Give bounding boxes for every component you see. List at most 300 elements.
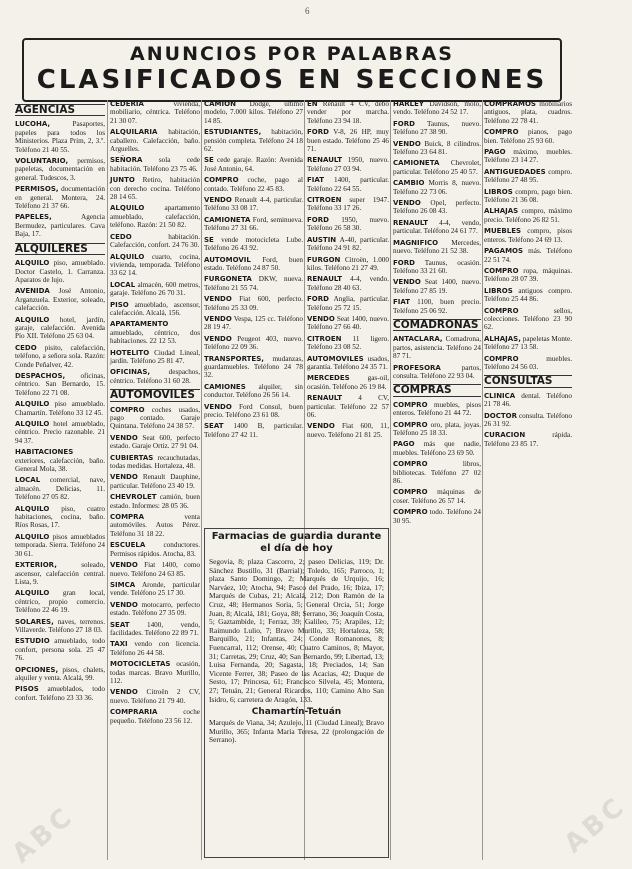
ad-text: exteriores, calefacción, baño. General Mola, 38.: [15, 456, 105, 474]
ad-text: pisito, calefacción, teléfono, a señora sola. Razón: Conde Peñalver, 42.: [15, 343, 105, 369]
pharmacy-box: [204, 528, 389, 858]
ad-lead-word: VENDO: [204, 295, 232, 304]
ad-lead-word: HABITACIONES: [15, 448, 74, 457]
classified-ad: [110, 454, 200, 471]
ad-text: piso, cuatro habitaciones, cocina, baño. Ríos Rosas, 17.: [15, 504, 105, 530]
classified-ad: [110, 640, 200, 657]
ad-lead-word: SIMCA: [110, 580, 136, 589]
ad-text: vivienda, mobiliario, céntrica. Teléfono 21 30 07.: [110, 100, 200, 125]
ad-lead-word: CAMIONETA: [204, 215, 251, 224]
header-title-bottom: CLASIFICADOS EN SECCIONES: [36, 65, 548, 95]
ad-lead-word: FIAT: [307, 176, 325, 185]
column-divider: [201, 100, 202, 860]
ads-column-3: [204, 100, 303, 525]
ad-lead-word: VENDO: [204, 314, 232, 323]
ad-text: dental. Teléfono 21 78 46.: [484, 391, 572, 409]
classified-ad: [15, 259, 105, 284]
ads-column-4: [307, 100, 389, 525]
classified-ad: [393, 140, 481, 157]
ad-text: consulta. Teléfono 26 31 92.: [484, 411, 572, 428]
classified-ad: [110, 621, 200, 638]
ad-text: Ford, buen estado. Teléfono 24 87 50.: [204, 255, 303, 272]
classified-ad: [393, 335, 481, 360]
ad-text: amueblado, todo confort, persona sola. 25 47 76.: [15, 637, 105, 663]
ad-lead-word: VENDO: [204, 196, 232, 205]
classified-ad: [484, 148, 572, 165]
ad-text: alquiler, sin conductor. Teléfono 26 56 14.: [204, 382, 303, 400]
ad-lead-word: CEDERIA: [110, 100, 144, 108]
ad-lead-word: LUCOHA,: [15, 120, 51, 129]
ad-text: rápida. Teléfono 23 85 17.: [484, 431, 572, 448]
classified-ad: [110, 233, 200, 250]
ad-lead-word: COMPRO: [393, 488, 428, 497]
ad-lead-word: VENDO: [307, 422, 335, 431]
ad-text: Buick, 8 cilindros. Teléfono 23 64 81.: [393, 139, 481, 157]
ad-lead-word: CAMIONETA: [393, 159, 440, 168]
classified-ad: [110, 434, 200, 451]
ad-lead-word: ANTIGUEDADES: [484, 167, 546, 176]
ad-text: sola cede habitación. Teléfono 23 75 46.: [110, 156, 200, 173]
header-title-top: ANUNCIOS POR PALABRAS: [130, 43, 454, 65]
classified-ad: [204, 216, 303, 233]
ad-lead-word: OPCIONES,: [15, 665, 59, 674]
ad-text: conductores. Permisos rápidos. Atocha, 83.: [110, 541, 200, 558]
classified-ad: [15, 344, 105, 369]
ad-text: Ford Consul, buen precio. Teléfono 23 61 08.: [204, 402, 303, 419]
ad-text: 1400, vendo, facilidades. Teléfono 22 89 71.: [110, 620, 200, 637]
classified-ad: [484, 431, 572, 448]
classified-ad: [484, 335, 572, 352]
ad-lead-word: SEAT: [204, 422, 224, 431]
ad-text: usados, garantía. Teléfono 24 35 71.: [307, 354, 389, 371]
section-heading: COMPRAS: [393, 384, 481, 396]
ad-lead-word: LIBROS: [484, 187, 513, 196]
ad-lead-word: VENDO: [110, 473, 138, 482]
classified-ad: [393, 199, 481, 216]
ad-text: 4-4, vendo, particular. Teléfono 24 61 77.: [393, 218, 481, 236]
ad-text: permisos, papeletas, documentación en general. Tudescos, 3.: [15, 157, 105, 182]
ad-text: habitación, pensión completa. Teléfono 24 18 62.: [204, 128, 303, 154]
ad-lead-word: PERMISOS,: [15, 185, 59, 194]
classified-ad: [15, 185, 105, 210]
classified-ad: [307, 176, 389, 193]
classified-ad: [110, 601, 200, 618]
ad-lead-word: VENDO: [110, 561, 138, 570]
classified-ad: [307, 236, 389, 253]
ad-text: compro, pisos enteros. Teléfono 24 69 13.: [484, 227, 572, 244]
ad-text: coche pequeño. Teléfono 23 56 12.: [110, 708, 200, 725]
ad-lead-word: PISOS: [15, 685, 39, 694]
classified-ad: [393, 219, 481, 236]
classified-ad: [15, 561, 105, 586]
classified-ad: [110, 301, 200, 318]
ad-lead-word: VENDO: [307, 314, 335, 323]
classified-ad: [307, 156, 389, 173]
classified-ad: [110, 100, 200, 125]
ad-text: piso, amueblado. Doctor Castelo, 1. Carranza. Aparatos de lujo.: [15, 259, 105, 284]
classified-ad: [307, 374, 389, 391]
ad-text: 1950, nuevo. Teléfono 26 58 30.: [307, 215, 389, 233]
ad-lead-word: PAPELES,: [15, 213, 52, 222]
ad-text: Fiat 600, perfecto. Teléfono 25 33 09.: [204, 295, 303, 312]
ad-text: partos, consulta. Teléfono 22 93 04.: [393, 363, 481, 380]
ad-text: Renault 4 CV, debo vender por marcha. Teléfono 23 94 18.: [307, 100, 389, 125]
classified-ad: [393, 100, 481, 117]
classified-ad: [484, 287, 572, 304]
classified-ad: [110, 406, 200, 431]
ad-lead-word: COMPRARIA: [110, 708, 158, 717]
ad-lead-word: LOCAL: [110, 280, 136, 289]
watermark: ABC: [6, 800, 81, 869]
ad-text: amueblado, céntrico, dos habitaciones. 22 12 53.: [110, 328, 200, 346]
ad-lead-word: HOTELITO: [110, 348, 150, 357]
ad-lead-word: ESCUELA: [110, 541, 146, 550]
section-heading: COMADRONAS: [393, 319, 481, 331]
ad-text: piso amueblado. Chamartín. Teléfono 33 12 45.: [15, 400, 105, 417]
classified-ad: [307, 128, 389, 153]
ad-text: cuarto, cocina, vivienda, temporada. Teléfono 33 62 14.: [110, 252, 200, 278]
ad-text: libros, bibliotecas. Teléfono 27 02 86.: [393, 460, 481, 486]
ad-lead-word: FORD: [393, 119, 415, 128]
ad-lead-word: DOCTOR: [484, 411, 518, 420]
ad-text: compro, máximo precio. Teléfono 26 82 51.: [484, 207, 572, 224]
classified-ad: [204, 275, 303, 292]
classified-ad: [15, 372, 105, 397]
ad-text: ropa, máquinas. Teléfono 28 07 39.: [484, 266, 572, 284]
classified-ad: [307, 196, 389, 213]
classified-ad: [484, 168, 572, 185]
watermark: ABC: [558, 790, 632, 860]
classified-ad: [307, 256, 389, 273]
ad-text: Agencia Bermudez, particulares. Cava Baja, 17.: [15, 213, 105, 239]
classified-ad: [110, 688, 200, 705]
ad-text: compro. Teléfono 27 48 95.: [484, 167, 572, 185]
ad-text: 1400 B, particular. Teléfono 27 42 11.: [204, 422, 303, 439]
ad-lead-word: ESTUDIANTES,: [204, 128, 262, 137]
ad-text: hotel, jardín, garaje, calefacción. Avenida Pío XII. Teléfono 25 63 04.: [15, 315, 105, 341]
ad-lead-word: ALQUILO: [15, 259, 50, 268]
column-divider: [390, 100, 391, 860]
classified-ad: [484, 247, 572, 264]
column-divider: [107, 100, 108, 860]
classified-ad: [393, 421, 481, 438]
ad-text: máquinas de coser. Teléfono 26 57 14.: [393, 488, 481, 505]
classified-ad: [15, 666, 105, 683]
ad-lead-word: ALQUILO: [15, 504, 50, 513]
ad-lead-word: ALQUILARIA: [110, 128, 158, 137]
classified-ad: [204, 295, 303, 312]
classified-ad: [204, 355, 303, 380]
ad-text: Pasaportes, papeles para todos los Ministerios. Plaza Prim, 2, 3.º. Teléfono 21 40 55.: [15, 120, 105, 154]
classified-ad: [110, 561, 200, 578]
ad-text: 11 ligero. Teléfono 23 08 52.: [307, 334, 389, 352]
ad-text: A-40, particular. Teléfono 24 91 82.: [307, 235, 389, 253]
ad-text: Morris 8, nuevo. Teléfono 22 73 06.: [393, 179, 481, 196]
ad-lead-word: FURGONETA: [204, 275, 252, 284]
ads-column-6: [484, 100, 572, 860]
ad-lead-word: PAGAMOS: [484, 247, 524, 256]
classified-ad: [110, 368, 200, 385]
ad-text: naves, terrenos. Villaverde. Teléfono 27 18 03.: [15, 617, 105, 634]
classified-ad: [204, 422, 303, 439]
ad-text: coches usados, pago contado. Garaje Quintana. Teléfono 24 38 57.: [110, 405, 200, 431]
ad-text: Citroën 2 CV, nuevo. Teléfono 21 79 40.: [110, 688, 200, 705]
classified-ad: [15, 618, 105, 635]
ad-lead-word: VENDO: [204, 402, 232, 411]
classified-ad: [15, 157, 105, 182]
ad-lead-word: SOLARES,: [15, 617, 54, 626]
ad-lead-word: OFICINAS,: [110, 368, 151, 377]
classified-ad: [393, 278, 481, 295]
ad-lead-word: COMPRO: [484, 354, 519, 363]
ad-lead-word: VENDO: [393, 278, 421, 287]
ad-text: Seat 600, perfecto estado. Garaje Ortiz. 27 91 04.: [110, 433, 200, 451]
ad-lead-word: CLINICA: [484, 391, 516, 400]
ad-text: Aronde, particular vende. Teléfono 25 17 30.: [110, 580, 200, 598]
ad-lead-word: MUEBLES: [484, 227, 522, 236]
pharmacy-subheading: Chamartín-Tetuán: [251, 707, 342, 718]
ad-text: super 1947. Teléfono 33 17 26.: [307, 196, 389, 213]
column-divider: [482, 100, 483, 860]
ad-text: despachos, céntrico. Teléfono 31 60 28.: [110, 368, 200, 385]
ad-text: papeletas Monte. Teléfono 27 13 58.: [484, 334, 572, 352]
ad-lead-word: CITROEN: [307, 334, 342, 343]
classified-ad: [110, 204, 200, 229]
classified-ad: [307, 422, 389, 439]
ad-lead-word: ALHAJAS: [484, 207, 519, 216]
ad-lead-word: COMPRO: [204, 176, 239, 185]
classified-ad: [110, 176, 200, 201]
ad-lead-word: CAMIONES: [204, 382, 246, 391]
classified-ad: [393, 401, 481, 418]
classified-ad: [15, 316, 105, 341]
ad-lead-word: ALQUILO: [110, 252, 145, 261]
ad-text: Opel, perfecto. Teléfono 26 08 43.: [393, 199, 481, 216]
pharmacy-sublist: Marqués de Viana, 34; Azulejo, 11 (Ciudad Lineal); Bravo Murillo, 365; Infanta María Teresa, 22 (prolongación de Serrano).: [209, 718, 384, 745]
classified-ad: [15, 213, 105, 238]
ad-text: antiguos compro. Teléfono 25 44 86.: [484, 286, 572, 304]
ad-lead-word: APARTAMENTO: [110, 320, 169, 329]
classified-ad: [393, 364, 481, 381]
ad-lead-word: CURACION: [484, 431, 526, 440]
ad-text: Fiat 1400, como nuevo. Teléfono 24 63 85.: [110, 561, 200, 578]
ad-lead-word: CHEVROLET: [110, 493, 157, 502]
ad-text: camión, buen estado. Informes: 28 05 36.: [110, 493, 200, 510]
ad-lead-word: SE: [204, 156, 214, 165]
ad-text: oficinas, céntrico. San Bernardo, 15. Teléfono 22 71 08.: [15, 371, 105, 397]
ad-lead-word: VENDO: [393, 199, 421, 208]
ad-text: 4 CV, particular. Teléfono 22 57 06.: [307, 394, 389, 419]
ad-text: Chevrolet, particular. Teléfono 25 40 57.: [393, 159, 481, 176]
ad-text: apartamento amueblado, calefacción, teléfono. Razón: 21 50 82.: [110, 204, 200, 230]
classified-ad: [393, 440, 481, 457]
ad-text: más que nadie, muebles. Teléfono 23 69 50.: [393, 440, 481, 457]
classified-ad: [15, 533, 105, 558]
ad-lead-word: VENDO: [393, 139, 421, 148]
ad-text: Seat 1400, nuevo. Teléfono 27 85 19.: [393, 278, 481, 295]
ad-lead-word: ALQUILO: [15, 400, 50, 409]
classified-ad: [393, 239, 481, 256]
ad-lead-word: ESTUDIO: [15, 637, 50, 646]
section-header: [22, 38, 562, 102]
ad-text: pianos, pago bien. Teléfono 25 93 60.: [484, 128, 572, 145]
pharmacy-list: Segovia, 8; plaza Cascorro, 2; paseo Delicias, 119; Dr. Sánchez Bustillo, 31 (Barrial); Toledo, 165; Parroco, 1; plaza Santo Domingo, 2; Marqués de Urquijo, 16; Narváez, 10; Atocha, 94; Pasco del Prado, 16; Ibiza, 17; Marqués de Cubas, 21; Alcalá, 212; Don Ramón de la Cruz, 48; Hermanos Soria, 5; General Orcia, 51; Jorge Juan, 8; Alcalá, 181; Goya, 88; Serrano, 36; Joaquín Costa, 5; Gaztambide, 1; Ferraz, 39; Galileo, 75; Arapiles, 12; Raimundo Lulio, 7; Bravo Murillo, 33; Hortaleza, 58; Barquillo, 21; Infantas, 24; Conde Romanones, 8; Fuencarral, 112; Orense, 40; Cuatro Caminos, 8; Mayor, 31; Carretas, 29; Cruz, 40; San Bernardo, 99; Libertad, 13; Luisa Fernanda, 20; Sagasta, 18; Preciados, 14; San Vicente Ferrer, 38; Paseo de las Acacias, 42; Duque de Sesto, 17; Princesa, 61; Francisco Silvela, 45; Montera, 27; Tetuán, 21; General Ricardos, 110; Camino Alto San Isidro, 6; carretera de Aragón, 133.: [209, 557, 384, 704]
ad-text: todo. Teléfono 24 30 95.: [393, 508, 481, 525]
ad-lead-word: PROFESORA: [393, 363, 441, 372]
ad-lead-word: PAGO: [484, 148, 506, 157]
ad-lead-word: RENAULT: [307, 156, 342, 165]
ad-text: vende motocicleta Lube. Teléfono 26 43 92.: [204, 235, 303, 253]
ad-lead-word: VENDO: [204, 334, 232, 343]
pharmacy-title: Farmacias de guardia durante el día de hoy: [211, 531, 382, 554]
ad-text: Fiat 600, 11, nuevo. Teléfono 21 81 25.: [307, 422, 389, 439]
ad-text: más. Teléfono 22 51 74.: [484, 247, 572, 264]
classified-ad: [110, 660, 200, 685]
ad-lead-word: CAMBIO: [393, 179, 425, 188]
classified-ad: [15, 637, 105, 662]
classified-ad: [15, 476, 105, 501]
section-heading: AUTOMOVILES: [110, 389, 200, 401]
ad-text: gran local, céntrico, propio comercio. Teléfono 22 46 19.: [15, 589, 105, 615]
classified-ad: [15, 589, 105, 614]
ad-text: compro, pago bien. Teléfono 21 36 08.: [484, 187, 572, 205]
classified-ad: [110, 320, 200, 345]
ad-lead-word: COMPRO: [393, 508, 428, 517]
ad-lead-word: EN: [307, 100, 318, 108]
ad-lead-word: VENDO: [110, 600, 138, 609]
ad-text: máximo, muebles. Teléfono 23 14 27.: [484, 148, 572, 165]
ad-lead-word: FIAT: [393, 298, 411, 307]
ad-text: José Antonio, Arganzuela. Exterior, soleado, calefacción.: [15, 287, 105, 313]
ad-lead-word: COMPRO: [393, 420, 428, 429]
classified-ad: [204, 236, 303, 253]
ad-text: Renault Dauphine, particular. Teléfono 23 40 19.: [110, 473, 200, 490]
ad-lead-word: FORD: [307, 295, 329, 304]
ad-text: habitación. Calefacción, confort. 24 76 30.: [110, 232, 200, 250]
ad-text: 4-4, vendo. Teléfono 28 40 63.: [307, 275, 389, 292]
classified-ad: [15, 120, 105, 154]
classified-ad: [110, 493, 200, 510]
ad-text: almacén, 600 metros, garaje. Teléfono 26 70 31.: [110, 280, 200, 298]
classified-ad: [110, 541, 200, 558]
ad-lead-word: LIBROS: [484, 286, 513, 295]
ad-lead-word: COMPRO: [484, 128, 519, 137]
classified-ad: [204, 256, 303, 273]
ad-lead-word: COMPRO: [484, 266, 519, 275]
ads-column-5: [393, 100, 481, 860]
classified-ad: [15, 685, 105, 702]
ad-lead-word: ALQUILO: [110, 204, 145, 213]
ad-lead-word: FORD: [393, 258, 415, 267]
ad-lead-word: DESPACHOS,: [15, 371, 66, 380]
ad-text: Davidson, moto, vendo. Teléfono 24 52 17.: [393, 100, 481, 117]
ad-text: motocarro, perfecto estado. Teléfono 27 35 09.: [110, 600, 200, 618]
ad-lead-word: TAXI: [110, 640, 128, 649]
ad-lead-word: SE: [204, 235, 214, 244]
ad-text: sellos, colecciones. Teléfono 23 90 62.: [484, 306, 572, 332]
section-heading: CONSULTAS: [484, 375, 572, 387]
ad-text: Peugeot 403, nuevo. Teléfono 22 09 36.: [204, 334, 303, 352]
ad-lead-word: COMPRO: [393, 400, 428, 409]
ad-text: Citroën, 1.000 kilos. Teléfono 21 27 49.: [307, 255, 389, 272]
classified-ad: [204, 383, 303, 400]
ad-lead-word: VOLUNTARIO,: [15, 157, 69, 166]
ad-text: amueblado, ascensor, calefacción. Alcalá, 156.: [110, 300, 200, 317]
ad-text: mudanzas, guardamuebles. Teléfono 24 78 32.: [204, 354, 303, 380]
ad-lead-word: VENDO: [110, 433, 138, 442]
ad-lead-word: ALQUILO: [15, 589, 50, 598]
ad-lead-word: RENAULT: [307, 394, 342, 403]
classified-ad: [484, 355, 572, 372]
ad-text: Ciudad Lineal, jardín. Teléfono 25 81 47.: [110, 348, 200, 365]
classified-ad: [15, 505, 105, 530]
ads-column-2: [110, 100, 200, 860]
ad-text: 1950, nuevo. Teléfono 27 03 94.: [307, 156, 389, 173]
classified-ad: [307, 315, 389, 332]
classified-ad: [484, 307, 572, 332]
ad-text: Comadrona, partos, asistencia. Teléfono 24 87 71.: [393, 335, 481, 361]
ad-lead-word: RENAULT: [307, 275, 342, 284]
classified-ad: [204, 128, 303, 153]
ad-text: muebles. Teléfono 24 56 03.: [484, 354, 572, 371]
ad-text: DKW, nueva. Teléfono 21 55 74.: [204, 275, 303, 292]
classified-ad: [484, 100, 572, 125]
ad-text: pisos amueblados temporada. Sierra. Teléfono 24 30 61.: [15, 532, 105, 558]
ad-lead-word: AUTOMOVIL: [204, 255, 251, 264]
ad-lead-word: ALHAJAS,: [484, 334, 521, 343]
ad-text: habitación, caballero. Calefacción, baño. Arguelles.: [110, 128, 200, 154]
ad-lead-word: COMPRO: [110, 405, 145, 414]
ad-text: Taunus, ocasión. Teléfono 33 21 60.: [393, 258, 481, 275]
ads-column-1: [15, 100, 105, 860]
section-heading: AGENCIAS: [15, 104, 105, 116]
classified-ad: [307, 355, 389, 372]
classified-ad: [110, 253, 200, 278]
classified-ad: [204, 335, 303, 352]
ad-text: oro, plata, joyas. Teléfono 25 18 33.: [393, 420, 481, 437]
classified-ad: [484, 207, 572, 224]
classified-ad: [393, 488, 481, 505]
classified-ad: [484, 227, 572, 244]
classified-ad: [484, 392, 572, 409]
classified-ad: [110, 128, 200, 153]
ad-text: Mercedes, nuevo. Teléfono 21 52 38.: [393, 238, 481, 256]
classified-ad: [110, 581, 200, 598]
classified-ad: [393, 120, 481, 137]
ad-text: hotel amueblado, céntrico. Precio razonable. 21 94 37.: [15, 420, 105, 445]
ad-text: venta automóviles. Autos Pérez. Teléfono 31 18 22.: [110, 513, 200, 538]
ad-text: soleado, ascensor, calefacción central. Lista, 9.: [15, 561, 105, 586]
classified-ad: [393, 508, 481, 525]
ad-text: comercial, nave, almacén. Delicias, 11. Teléfono 27 05 82.: [15, 476, 105, 502]
ad-lead-word: MAGNIFICO: [393, 238, 439, 247]
ad-lead-word: PISO: [110, 300, 129, 309]
section-heading: ALQUILERES: [15, 243, 105, 255]
classified-ad: [484, 267, 572, 284]
classified-ad: [15, 400, 105, 417]
classified-ad: [393, 159, 481, 176]
ad-lead-word: ALQUILO: [15, 532, 50, 541]
classified-ad: [484, 128, 572, 145]
ad-text: gas-oil, ocasión. Teléfono 26 19 84.: [307, 374, 389, 391]
ad-text: vendo con licencia. Teléfono 26 44 58.: [110, 640, 200, 657]
ad-lead-word: CAMION: [204, 100, 236, 108]
ad-lead-word: HARLEY: [393, 100, 424, 108]
classified-ad: [393, 179, 481, 196]
classified-ad: [393, 460, 481, 485]
ad-text: Ford, seminueva. Teléfono 27 31 66.: [204, 215, 303, 233]
ad-lead-word: CITROEN: [307, 196, 342, 205]
